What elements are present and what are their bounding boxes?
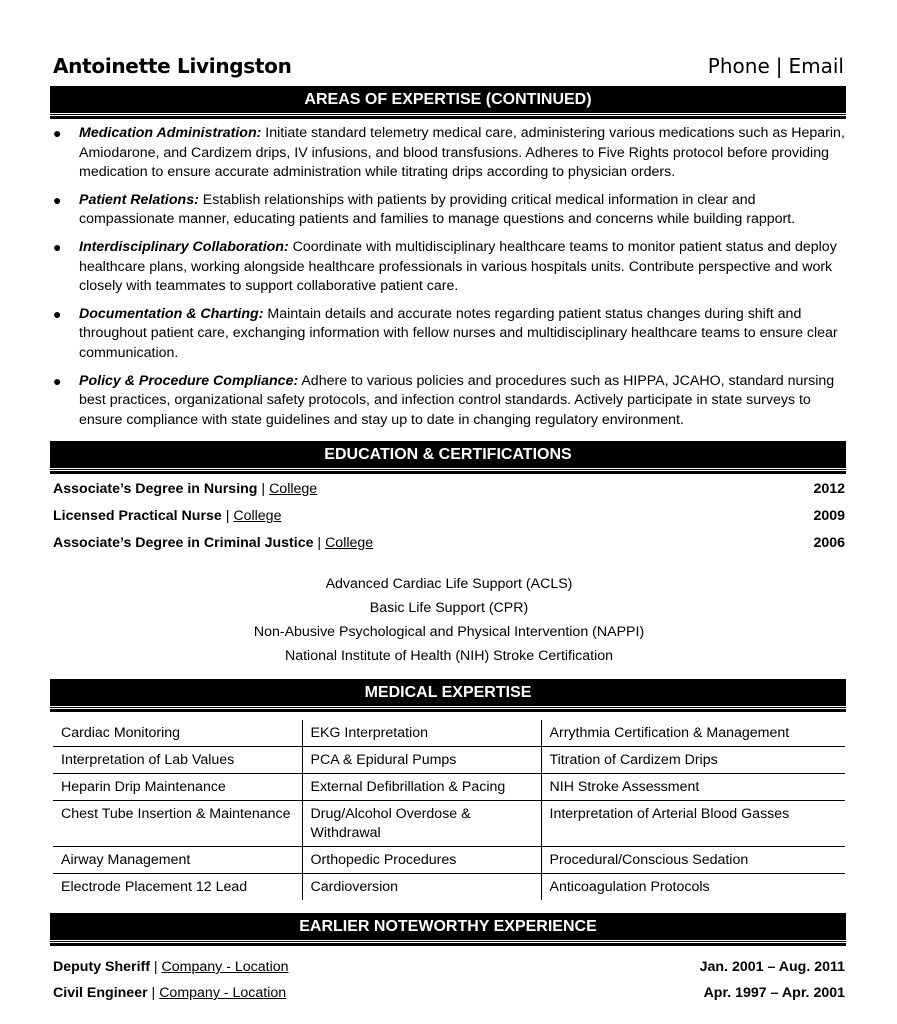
table-row [53, 747, 845, 774]
table-cell: Interpretation of Lab Values [53, 747, 302, 774]
separator: | [221, 508, 234, 524]
table-row [53, 774, 845, 801]
school-link[interactable]: College [269, 481, 318, 497]
table-cell: Arrythmia Certification & Management [541, 720, 845, 747]
job-dates: Jan. 2001 – Aug. 2011 [699, 959, 845, 975]
certifications-list [53, 572, 845, 668]
list-item [53, 305, 845, 364]
degree-year: 2006 [813, 535, 845, 551]
resume-header [53, 52, 844, 80]
contact-separator: | [775, 54, 783, 78]
section-header-expertise: AREAS OF EXPERTISE (CONTINUED) [50, 86, 846, 116]
table-cell: Heparin Drip Maintenance [53, 774, 302, 801]
degree-year: 2012 [813, 481, 845, 497]
table-cell: EKG Interpretation [302, 720, 541, 747]
section-header-experience: EARLIER NOTEWORTHY EXPERIENCE [50, 913, 846, 943]
school-link[interactable]: College [233, 508, 282, 524]
expertise-text: Initiate standard telemetry medical care, administering various medications such as Heparin, Amiodarone, and Cardizem drips, IV infusions, and blood transfusions. Adheres to Five Rights protocol before providing medication to ensure accurate administration while titrating drips according to physician orders. [79, 125, 845, 181]
job-row [53, 957, 845, 977]
school-link[interactable]: College [325, 535, 374, 551]
table-row [53, 847, 845, 874]
expertise-text: Maintain details and accurate notes regarding patient status changes during shift and throughout patient care, exchanging information with fellow nurses and multidisciplinary healthcare teams to ensure clear communication. [79, 305, 838, 361]
list-item [53, 124, 845, 183]
section-header-education: EDUCATION & CERTIFICATIONS [50, 441, 846, 471]
separator: | [257, 481, 270, 497]
list-item [53, 238, 845, 297]
expertise-lead: Patient Relations: [79, 191, 199, 208]
job-row [53, 983, 845, 1003]
table-cell: Cardiac Monitoring [53, 720, 302, 747]
certification-item: Basic Life Support (CPR) [369, 600, 529, 616]
expertise-text: Adhere to various policies and procedures such as HIPPA, JCAHO, standard nursing best practices, organizational safety protocols, and infection control standards. Actively participate in state surveys to ensure compliance with state guidelines and stay up to date in changing regulatory environment. [79, 372, 835, 428]
medical-expertise-table [53, 720, 845, 900]
table-cell: Titration of Cardizem Drips [541, 747, 845, 774]
degree-name: Licensed Practical Nurse [53, 508, 222, 524]
degree-name: Associate’s Degree in Nursing [53, 481, 258, 497]
table-cell: Procedural/Conscious Sedation [541, 847, 845, 874]
education-row [53, 506, 845, 526]
email-label: Email [788, 54, 844, 78]
job-title: Civil Engineer [53, 985, 148, 1001]
table-cell: Airway Management [53, 847, 302, 874]
job-title: Deputy Sheriff [53, 959, 150, 975]
education-row [53, 479, 845, 499]
table-cell: NIH Stroke Assessment [541, 774, 845, 801]
table-cell: Orthopedic Procedures [302, 847, 541, 874]
contact-line [708, 54, 844, 78]
table-row [53, 720, 845, 747]
expertise-lead: Interdisciplinary Collaboration: [79, 238, 289, 255]
bullet-icon: ● [53, 191, 62, 208]
phone-label: Phone [707, 54, 770, 78]
section-header-medical: MEDICAL EXPERTISE [50, 679, 846, 709]
table-cell: Interpretation of Arterial Blood Gasses [541, 801, 845, 847]
table-row [53, 874, 845, 901]
job-dates: Apr. 1997 – Apr. 2001 [703, 985, 845, 1001]
bullet-icon: ● [53, 125, 62, 141]
bullet-icon: ● [53, 372, 62, 389]
expertise-lead: Medication Administration: [79, 125, 262, 141]
bullet-icon: ● [53, 305, 62, 322]
table-cell: Anticoagulation Protocols [541, 874, 845, 901]
certification-item: Advanced Cardiac Life Support (ACLS) [325, 576, 573, 592]
education-row [53, 533, 845, 553]
table-cell: Electrode Placement 12 Lead [61, 879, 248, 895]
candidate-name: Antoinette Livingston [53, 54, 292, 78]
table-cell: Cardioversion [302, 874, 541, 901]
table-cell: Chest Tube Insertion & Maintenance [53, 801, 302, 847]
expertise-lead: Documentation & Charting: [79, 305, 264, 322]
table-cell: PCA & Epidural Pumps [302, 747, 541, 774]
expertise-list [53, 124, 845, 438]
bullet-icon: ● [53, 238, 62, 255]
list-item [53, 191, 845, 230]
separator: | [313, 535, 326, 551]
expertise-text: Coordinate with multidisciplinary healthcare teams to monitor patient status and deploy healthcare plans, working alongside healthcare professionals in various hospitals units. Contribute perspective and work closely with teammates to support collaborative patient care. [79, 238, 837, 295]
separator: | [149, 959, 162, 975]
list-item [53, 372, 845, 431]
separator: | [147, 985, 160, 1001]
certification-item: Non-Abusive Psychological and Physical Intervention (NAPPI) [253, 624, 645, 640]
table-row [53, 801, 845, 847]
table-cell: External Defibrillation & Pacing [302, 774, 541, 801]
company-link[interactable]: Company - Location [161, 959, 289, 975]
table-cell: Drug/Alcohol Overdose & Withdrawal [302, 801, 541, 847]
degree-name: Associate’s Degree in Criminal Justice [53, 535, 314, 551]
degree-year: 2009 [813, 508, 845, 524]
company-link[interactable]: Company - Location [159, 985, 287, 1001]
expertise-lead: Policy & Procedure Compliance: [79, 372, 299, 389]
certification-item: National Institute of Health (NIH) Stroke Certification [284, 648, 614, 664]
expertise-text: Establish relationships with patients by providing critical medical information in clear and compassionate manner, educating patients and families to manage questions and concerns while building rapport. [79, 191, 796, 228]
